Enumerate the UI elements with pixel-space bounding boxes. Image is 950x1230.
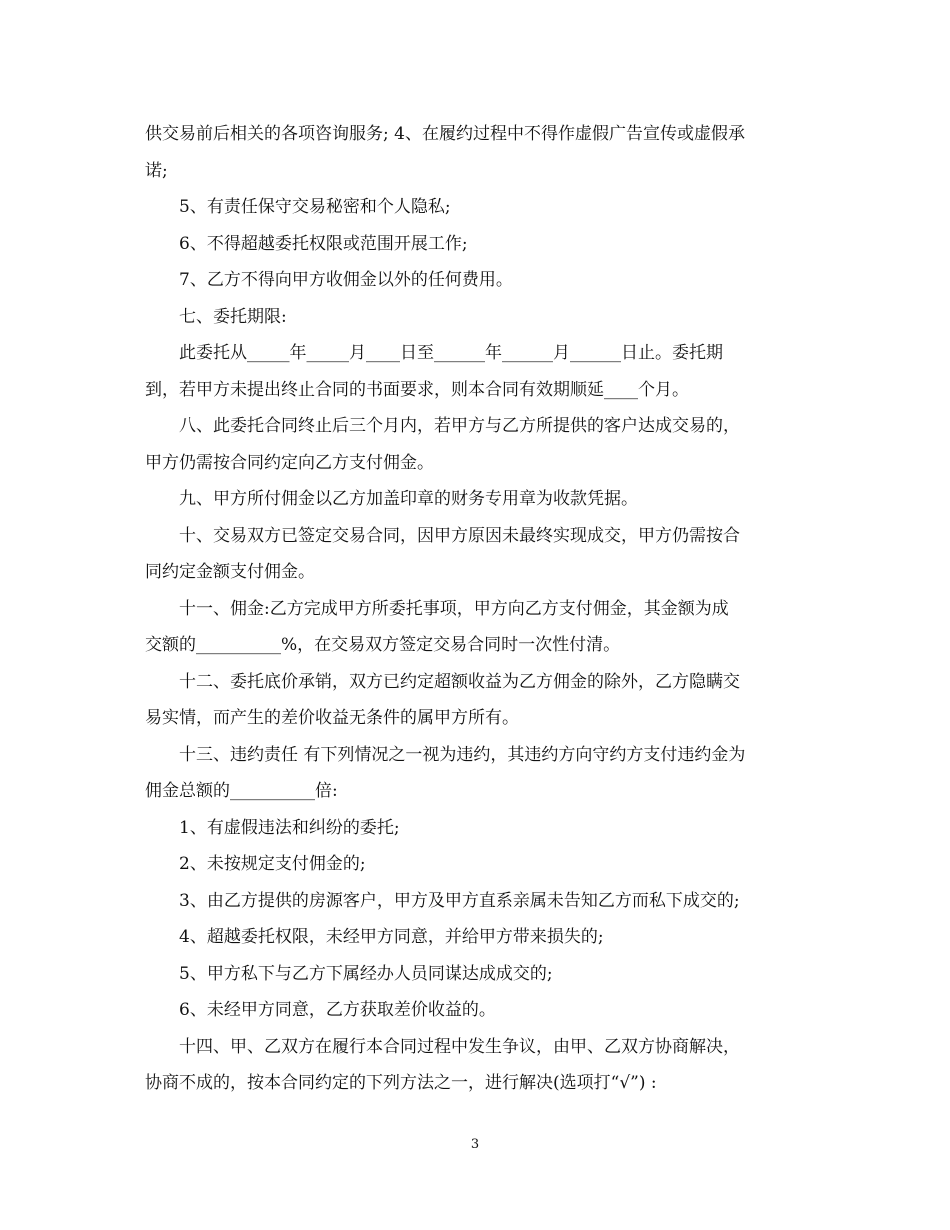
text-line: 八、此委托合同终止后三个月内，若甲方与乙方所提供的客户达成交易的， (179, 416, 740, 436)
text-line: 7、乙方不得向甲方收佣金以外的任何费用。 (179, 270, 513, 290)
text-line: 交额的__________%，在交易双方签定交易合同时一次性付清。 (145, 635, 621, 655)
text-line: 同约定金额支付佣金。 (145, 562, 315, 582)
text-line: 九、甲方所付佣金以乙方加盖印章的财务专用章为收款凭据。 (179, 489, 638, 509)
list-item: 4、超越委托权限，未经甲方同意，并给甲方带来损失的; (179, 927, 604, 947)
text-line: 十四、甲、乙双方在履行本合同过程中发生争议，由甲、乙双方协商解决， (179, 1036, 740, 1057)
text-line: 诺; (145, 160, 168, 181)
text-line: 供交易前后相关的各项咨询服务; 4、在履约过程中不得作虚假广告宣传或虚假承 (145, 124, 745, 144)
text-line: 此委托从_____年_____月____日至______年______月______日止。委托期 (179, 343, 723, 363)
text-line: 十一、佣金:乙方完成甲方所委托事项，甲方向乙方支付佣金，其金额为成 (179, 598, 729, 619)
page-number: 3 (470, 1137, 480, 1152)
text-line: 十三、违约责任 有下列情况之一视为违约，其违约方向守约方支付违约金为 (179, 744, 746, 765)
text-line: 佣金总额的__________倍: (145, 781, 338, 801)
text-line: 到，若甲方未提出终止合同的书面要求，则本合同有效期顺延____个月。 (145, 379, 689, 400)
section-heading: 七、委托期限: (179, 306, 287, 327)
list-item: 6、未经甲方同意，乙方获取差价收益的。 (179, 1000, 496, 1020)
text-line: 6、不得超越委托权限或范围开展工作; (179, 233, 468, 254)
text-line: 5、有责任保守交易秘密和个人隐私; (179, 197, 451, 217)
list-item: 1、有虚假违法和纠纷的委托; (179, 817, 400, 838)
text-line: 十二、委托底价承销，双方已约定超额收益为乙方佣金的除外，乙方隐瞒交 (179, 671, 740, 692)
text-line: 协商不成的，按本合同约定的下列方法之一，进行解决(选项打“√”) : (145, 1073, 657, 1093)
list-item: 5、甲方私下与乙方下属经办人员同谋达成成交的; (179, 963, 553, 984)
list-item: 3、由乙方提供的房源客户，甲方及甲方直系亲属未告知乙方而私下成交的; (179, 890, 740, 911)
text-line: 十、交易双方已签定交易合同，因甲方原因未最终实现成交，甲方仍需按合 (179, 525, 740, 546)
text-line: 易实情，而产生的差价收益无条件的属甲方所有。 (145, 708, 519, 728)
document-body (145, 116, 810, 1102)
list-item: 2、未按规定支付佣金的; (179, 854, 366, 874)
text-line: 甲方仍需按合同约定向乙方支付佣金。 (145, 452, 434, 473)
